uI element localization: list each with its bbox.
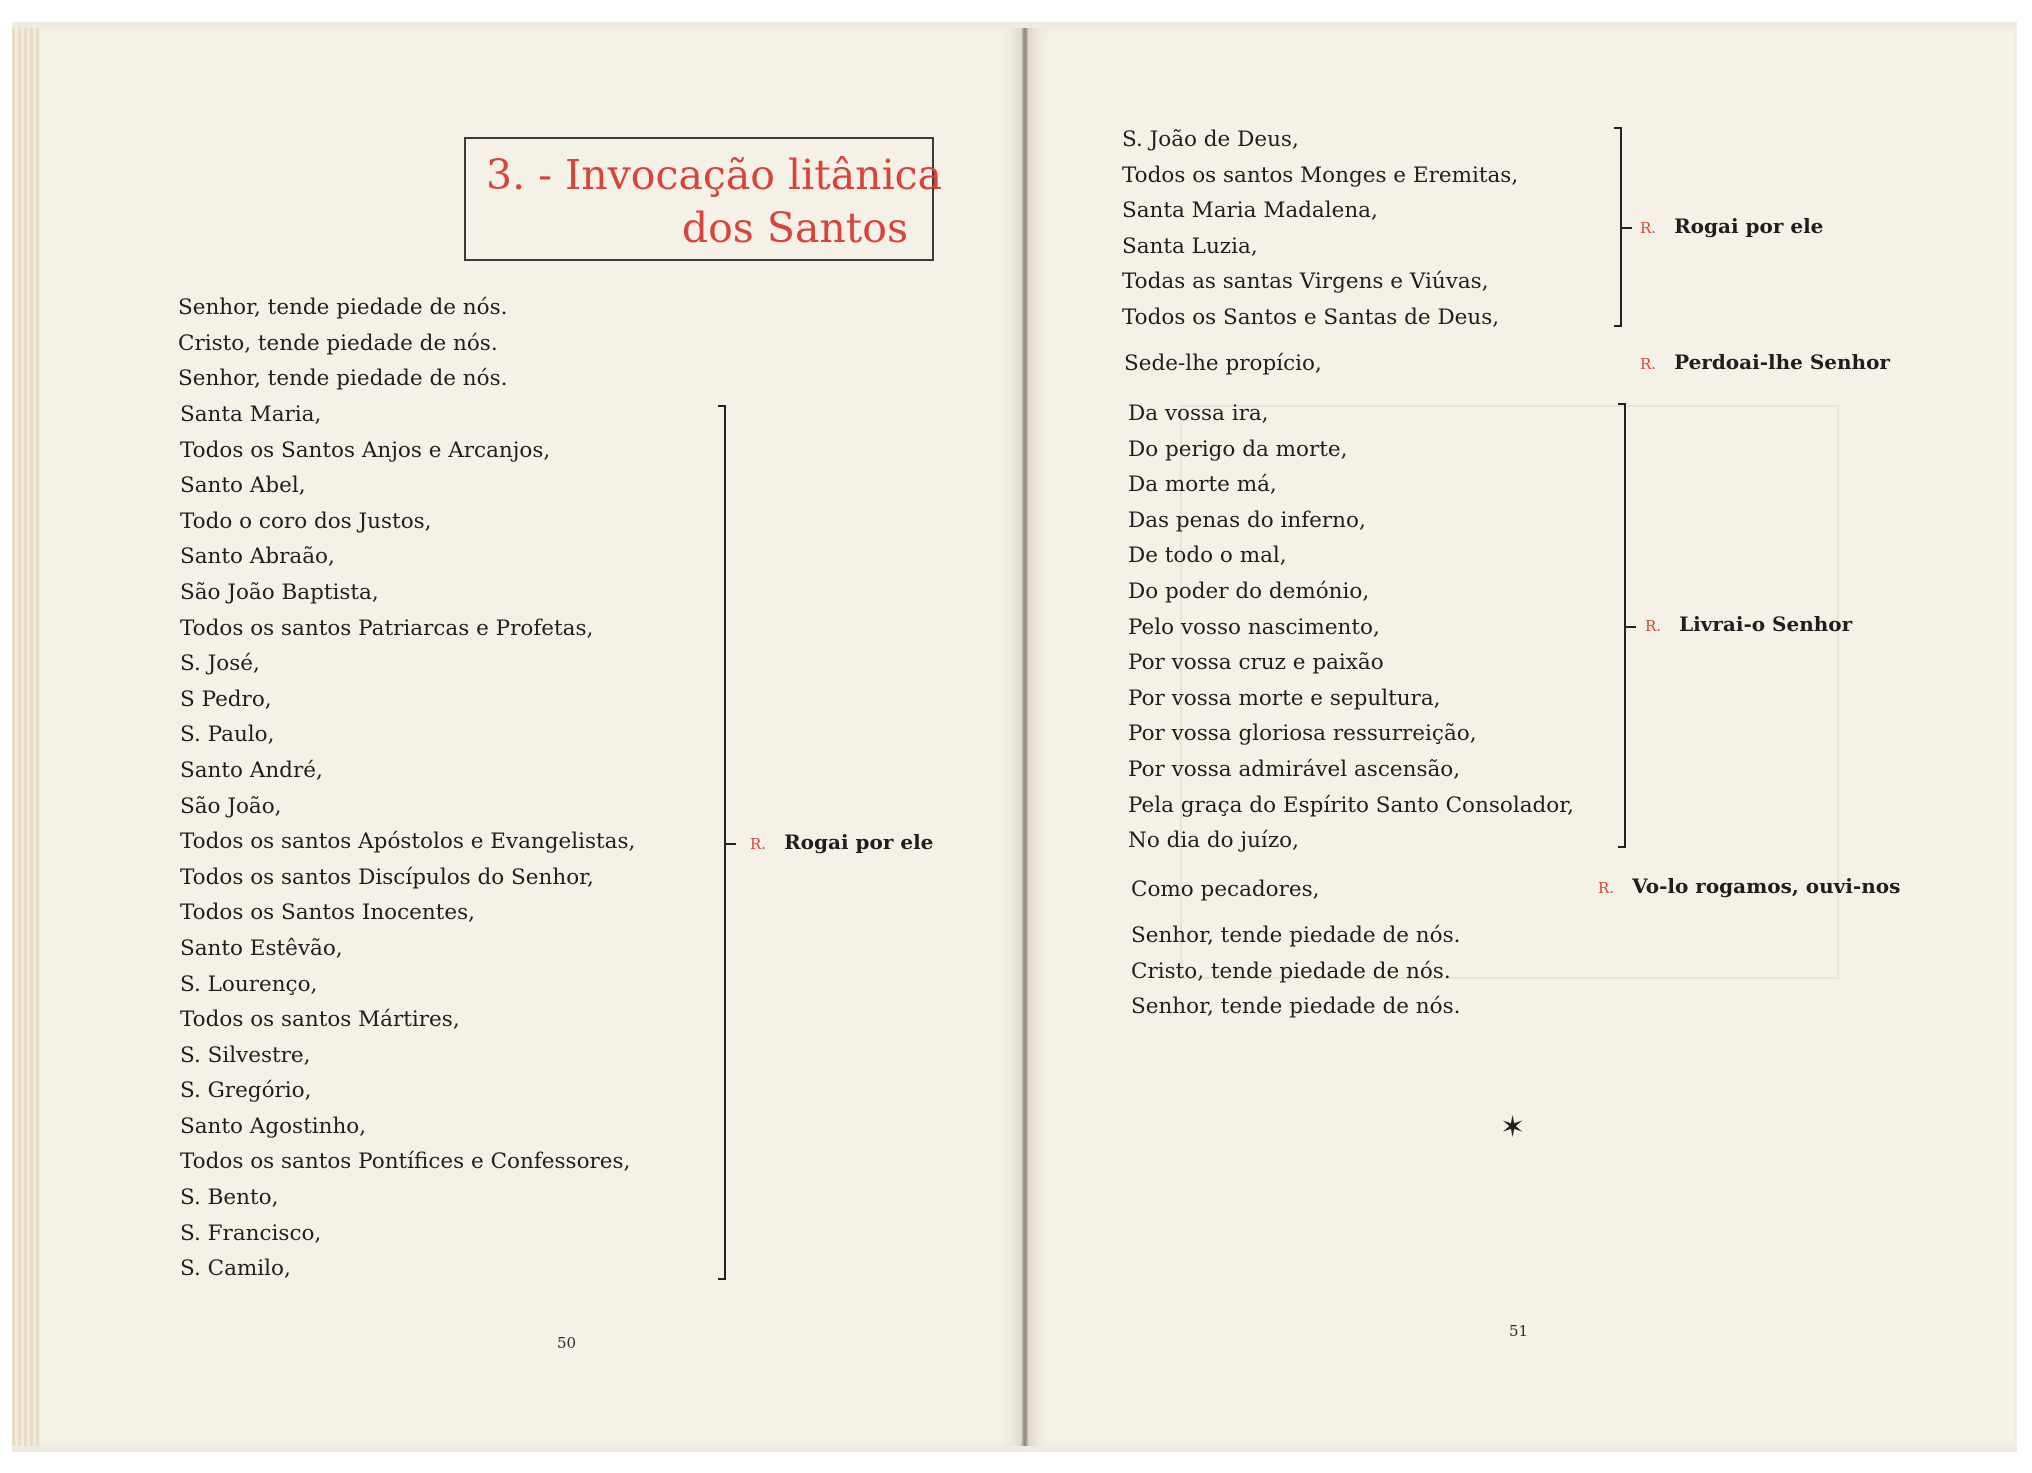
- saint-line: S. Francisco,: [180, 1220, 322, 1246]
- saint-line: Santo Agostinho,: [180, 1113, 367, 1139]
- saint-line: S. Lourenço,: [180, 971, 318, 997]
- saint-line: Todos os santos Discípulos do Senhor,: [180, 864, 594, 890]
- deliverance-list: [1128, 396, 1574, 859]
- saint-line: Todos os Santos Inocentes,: [180, 900, 475, 926]
- response-text: Vo-lo rogamos, ouvi-nos: [1632, 874, 1901, 898]
- response-perdoai: [1640, 350, 1890, 374]
- saint-line: Todos os santos Mártires,: [180, 1007, 460, 1033]
- star-ornament-icon: ✶: [1500, 1110, 1526, 1145]
- invocation-line: Cristo, tende piedade de nós.: [178, 330, 498, 356]
- saint-line: S. João de Deus,: [1122, 127, 1299, 152]
- saints-list-right: [1122, 122, 1518, 336]
- invocation-line: Cristo, tende piedade de nós.: [1131, 958, 1451, 984]
- response-marker: R.: [1645, 617, 1662, 635]
- response-text: Perdoai-lhe Senhor: [1674, 350, 1890, 374]
- invocation-line: Da morte má,: [1128, 472, 1277, 498]
- invocation-line: Como pecadores,: [1131, 877, 1320, 902]
- propitious-line: [1124, 346, 1322, 382]
- invocation-line: Por vossa admirável ascensão,: [1128, 756, 1461, 782]
- invocation-line: De todo o mal,: [1128, 543, 1287, 569]
- saint-line: S. José,: [180, 651, 260, 677]
- invocation-line: No dia do juízo,: [1128, 828, 1299, 854]
- saint-line: Santo Abraão,: [180, 544, 335, 570]
- invocation-line: Do poder do demónio,: [1128, 578, 1370, 604]
- book-gutter: [1022, 28, 1028, 1446]
- section-title-box: [464, 137, 943, 261]
- brace-right-deliver: [1618, 403, 1626, 848]
- saint-line: Todos os santos Monges e Eremitas,: [1122, 162, 1519, 188]
- saints-list-left: [180, 397, 635, 1287]
- saint-line: Santo Estêvão,: [180, 935, 343, 961]
- saint-line: Santa Maria Madalena,: [1122, 198, 1378, 224]
- saint-line: Santo Abel,: [180, 473, 306, 499]
- saint-line: S. Paulo,: [180, 722, 275, 748]
- saint-line: Todas as santas Virgens e Viúvas,: [1122, 269, 1489, 295]
- invocation-line: Senhor, tende piedade de nós.: [178, 366, 508, 392]
- saint-line: Todos os Santos Anjos e Arcanjos,: [180, 437, 551, 463]
- saint-line: S. Silvestre,: [180, 1042, 311, 1068]
- invocation-line: Pelo vosso nascimento,: [1128, 614, 1380, 640]
- saint-line: Santa Luzia,: [1122, 233, 1258, 259]
- response-rogai-right: [1640, 214, 1823, 238]
- saint-line: São João,: [180, 793, 282, 819]
- invocation-line: Do perigo da morte,: [1128, 436, 1348, 462]
- response-text: Rogai por ele: [1674, 214, 1824, 238]
- invocation-line: Da vossa ira,: [1128, 401, 1269, 426]
- invocation-line: Por vossa gloriosa ressurreição,: [1128, 721, 1477, 747]
- response-marker: R.: [1640, 355, 1657, 373]
- invocation-line: Pela graça do Espírito Santo Consolador,: [1128, 792, 1574, 818]
- response-text: Rogai por ele: [784, 830, 934, 854]
- saint-line: São João Baptista,: [180, 579, 379, 605]
- invocation-line: Por vossa cruz e paixão: [1128, 650, 1384, 676]
- sinners-line: [1131, 872, 1319, 908]
- saint-line: Santo André,: [180, 757, 323, 783]
- brace-left: [718, 405, 726, 1280]
- response-marker: R.: [1640, 219, 1657, 237]
- response-text: Livrai-o Senhor: [1679, 612, 1853, 636]
- page-number-right: 51: [1509, 1322, 1529, 1340]
- saint-line: S. Gregório,: [180, 1078, 312, 1104]
- invocation-line: Por vossa morte e sepultura,: [1128, 685, 1441, 711]
- saint-line: S. Bento,: [180, 1185, 279, 1211]
- saint-line: Todos os santos Patriarcas e Profetas,: [180, 615, 594, 641]
- response-vo-lo-rogamos: [1598, 874, 1900, 898]
- invocation-line: Sede-lhe propício,: [1124, 351, 1322, 376]
- saint-line: Todos os santos Apóstolos e Evangelistas,: [180, 829, 636, 855]
- response-rogai-left: [750, 830, 933, 854]
- saint-line: S. Camilo,: [180, 1256, 291, 1282]
- saint-line: S Pedro,: [180, 686, 272, 712]
- closing-invocations: [1131, 918, 1460, 1025]
- section-title-line-2: dos Santos: [681, 204, 908, 252]
- response-marker: R.: [1598, 879, 1615, 897]
- invocation-line: Senhor, tende piedade de nós.: [1131, 923, 1461, 948]
- invocation-line: Senhor, tende piedade de nós.: [178, 295, 508, 320]
- section-title-line-1: 3. - Invocação litânica: [486, 151, 943, 199]
- invocation-line: Das penas do inferno,: [1128, 507, 1366, 533]
- page-number-left: 50: [557, 1334, 577, 1352]
- saint-line: Todo o coro dos Justos,: [180, 508, 432, 534]
- opening-invocations: [178, 290, 507, 397]
- invocation-line: Senhor, tende piedade de nós.: [1131, 994, 1461, 1020]
- response-marker: R.: [750, 835, 767, 853]
- response-livrai: [1645, 612, 1852, 636]
- saint-line: Santa Maria,: [180, 402, 322, 427]
- saint-line: Todos os Santos e Santas de Deus,: [1122, 304, 1500, 330]
- brace-right-saints: [1614, 127, 1622, 327]
- saint-line: Todos os santos Pontífices e Confessores,: [180, 1149, 631, 1175]
